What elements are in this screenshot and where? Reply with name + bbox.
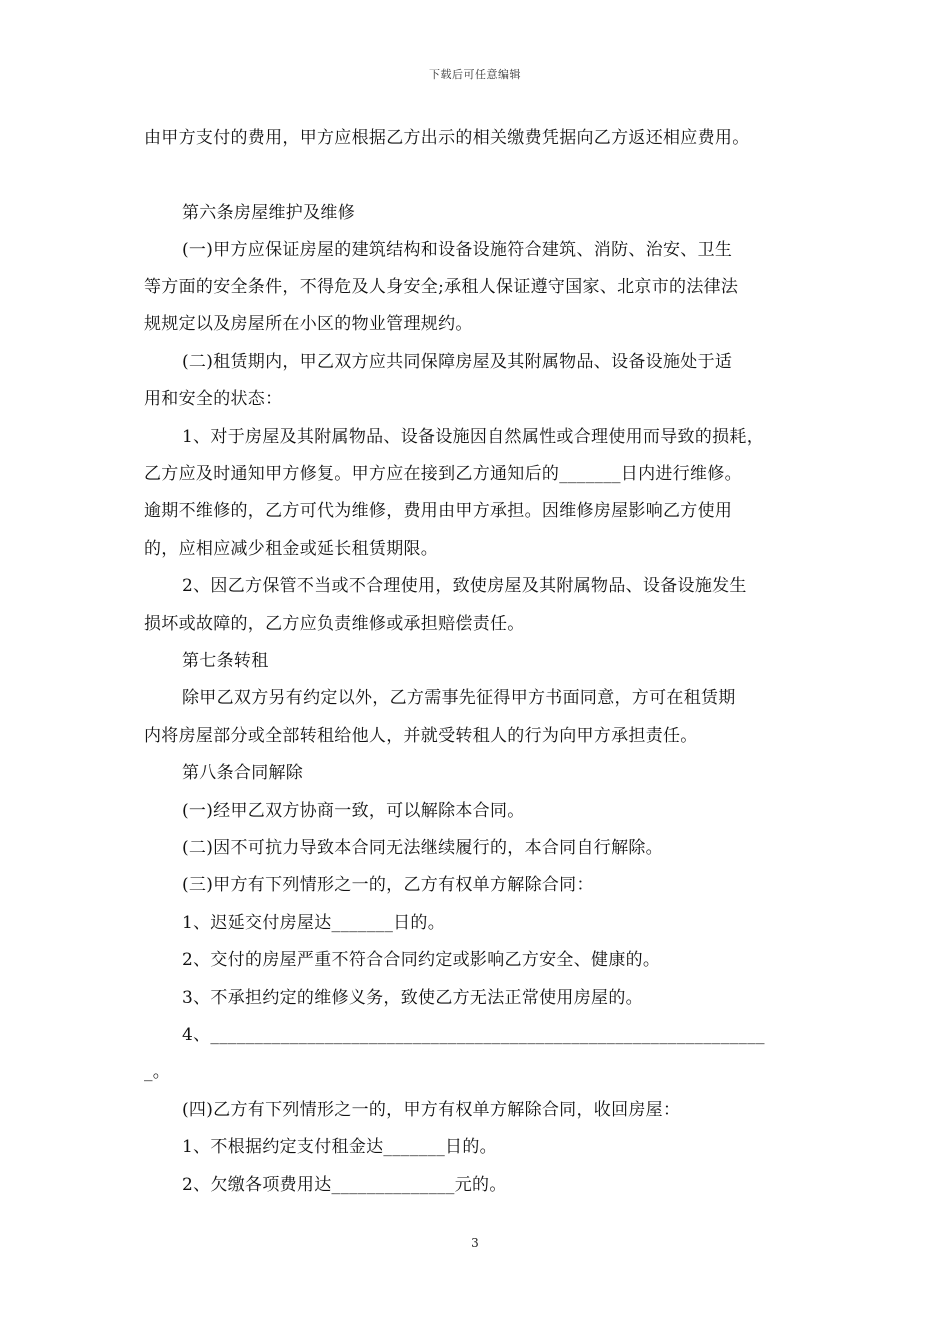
section-heading: 第六条房屋维护及维修 — [182, 203, 355, 223]
paragraph-line: 2、交付的房屋严重不符合合同约定或影响乙方安全、健康的。 — [182, 950, 661, 970]
paragraph-line: (三)甲方有下列情形之一的，乙方有权单方解除合同： — [182, 875, 594, 895]
section-heading: 第七条转租 — [182, 651, 269, 671]
paragraph-line: (二)因不可抗力导致本合同无法继续履行的，本合同自行解除。 — [182, 838, 663, 858]
paragraph-line: 1、迟延交付房屋达_______日的。 — [182, 913, 446, 933]
paragraph-line: (二)租赁期内，甲乙双方应共同保障房屋及其附属物品、设备设施处于适 — [182, 352, 733, 372]
paragraph-line: 规规定以及房屋所在小区的物业管理规约。 — [144, 314, 473, 334]
paragraph-line: 内将房屋部分或全部转租给他人，并就受转租人的行为向甲方承担责任。 — [144, 726, 698, 746]
page-header: 下载后可任意编辑 — [429, 68, 521, 81]
paragraph-line: 用和安全的状态： — [144, 389, 283, 409]
paragraph-line: 2、因乙方保管不当或不合理使用，致使房屋及其附属物品、设备设施发生 — [182, 576, 747, 596]
paragraph-line: 2、欠缴各项费用达______________元的。 — [182, 1175, 507, 1195]
section-heading: 第八条合同解除 — [182, 763, 304, 783]
paragraph-line: 4、_______________________________________________________________ — [182, 1025, 765, 1045]
page-number: 3 — [471, 1236, 479, 1250]
paragraph-line: 3、不承担约定的维修义务，致使乙方无法正常使用房屋的。 — [182, 988, 643, 1008]
paragraph-line: 的，应相应减少租金或延长租赁期限。 — [144, 539, 439, 559]
paragraph-line: 由甲方支付的费用，甲方应根据乙方出示的相关缴费凭据向乙方返还相应费用。 — [144, 128, 750, 148]
paragraph-line: (一)经甲乙双方协商一致，可以解除本合同。 — [182, 801, 525, 821]
paragraph-line: 1、对于房屋及其附属物品、设备设施因自然属性或合理使用而导致的损耗， — [182, 427, 765, 447]
paragraph-line: 逾期不维修的，乙方可代为维修，费用由甲方承担。因维修房屋影响乙方使用 — [144, 501, 733, 521]
paragraph-line: 1、不根据约定支付租金达_______日的。 — [182, 1137, 497, 1157]
paragraph-line: 除甲乙双方另有约定以外，乙方需事先征得甲方书面同意，方可在租赁期 — [182, 688, 736, 708]
paragraph-line: 乙方应及时通知甲方修复。甲方应在接到乙方通知后的_______日内进行维修。 — [144, 464, 742, 484]
paragraph-line: 等方面的安全条件，不得危及人身安全;承租人保证遵守国家、北京市的法律法 — [144, 277, 739, 297]
paragraph-line: (一)甲方应保证房屋的建筑结构和设备设施符合建筑、消防、治安、卫生 — [182, 240, 733, 260]
paragraph-line: _。 — [144, 1062, 171, 1082]
paragraph-line: 损坏或故障的，乙方应负责维修或承担赔偿责任。 — [144, 614, 525, 634]
paragraph-line: (四)乙方有下列情形之一的，甲方有权单方解除合同，收回房屋： — [182, 1100, 681, 1120]
